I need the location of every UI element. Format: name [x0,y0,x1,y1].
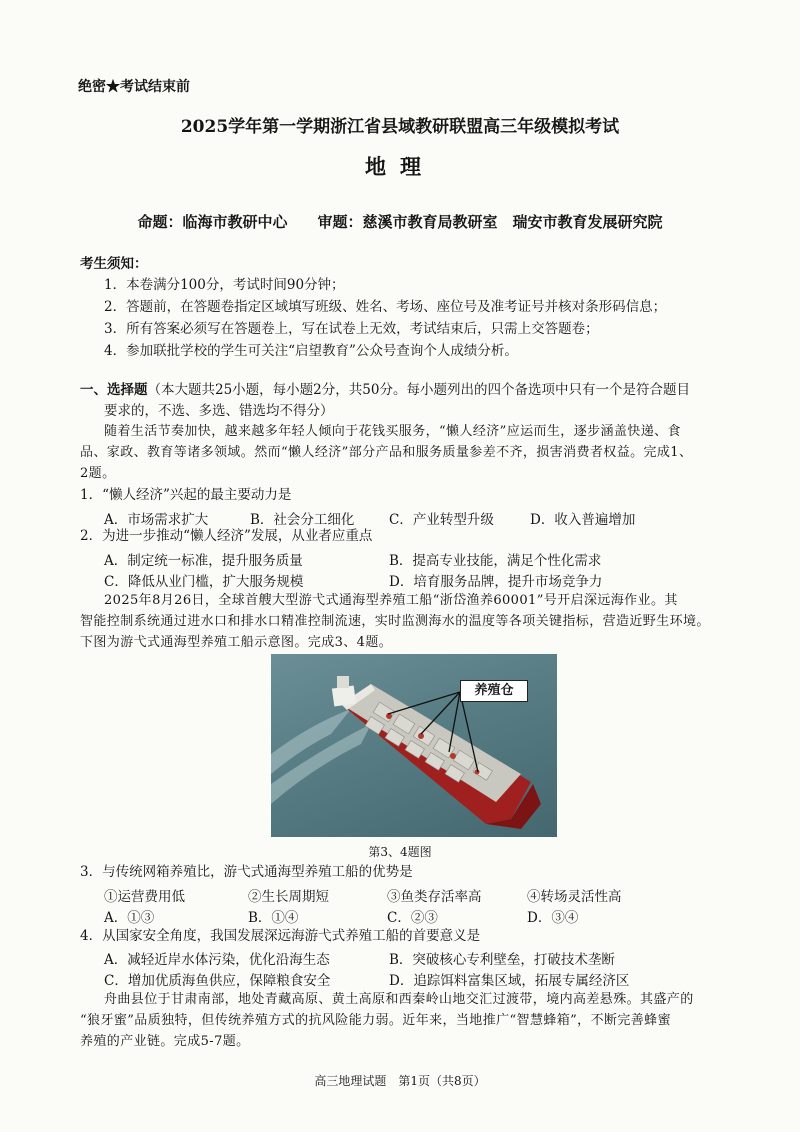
choice-4: ④转场灵活性高 [527,889,622,905]
fish-hold-label: 养殖仓 [460,680,528,702]
confidential-mark: 绝密★考试结束前 [78,79,190,95]
option-c: C．增加优质海鱼供应，保障粮食安全 [104,973,331,989]
subject-title: 地理 [365,154,435,179]
passage-line: 2025年8月26日，全球首艘大型游弋式通海型养殖工船“浙岱渔养60001”号开启深远海作业。其 [104,593,678,608]
question-stem: 3．与传统网箱养殖比，游弋式通海型养殖工船的优势是 [80,864,413,880]
option-b: B．突破核心专利壁垒，打破技术垄断 [389,952,615,968]
section-heading: 一、选择题 [80,382,148,398]
passage-line: 养殖的产业链。完成5-7题。 [80,1034,250,1049]
exam-title: 2025学年第一学期浙江省县域教研联盟高三年级模拟考试 [180,117,620,137]
option-a: A．市场需求扩大 [104,512,209,528]
passage-line: 品、家政、教育等诸多领域。然而“懒人经济”部分产品和服务质量参差不齐，损害消费者权益。完成1、 [80,445,693,460]
passage-line: 2题。 [80,466,116,481]
section-instruction: 一、选择题（本大题共25小题，每小题2分，共50分。每小题列出的四个备选项中只有一个是符合题目 [80,382,690,398]
option-d: D．收入普遍增加 [530,512,636,528]
notice-heading: 考生须知： [80,256,148,272]
notice-item: 1．本卷满分100分，考试时间90分钟； [104,277,345,293]
option-c: C．降低从业门槛，扩大服务规模 [104,574,304,590]
page-footer: 高三地理试题 第1页（共8页） [314,1074,486,1088]
question-stem: 1．“懒人经济”兴起的最主要动力是 [80,487,292,503]
option-b: B．社会分工细化 [250,512,355,528]
notice-item: 3．所有答案必须写在答题卷上，写在试卷上无效，考试结束后，只需上交答题卷； [104,321,599,337]
option-d: D．追踪饵料富集区域，拓展专属经济区 [389,973,630,989]
passage-line: 智能控制系统通过进水口和排水口精准控制流速，实时监测海水的温度等各项关键指标，营造近野生环境。 [80,614,710,629]
passage-line: 下图为游弋式通海型养殖工船示意图。完成3、4题。 [80,635,393,650]
passage-line: 随着生活节奏加快，越来越多年轻人倾向于花钱买服务，“懒人经济”应运而生，逐步涵盖快递、食 [104,424,681,439]
passage-line: 舟曲县位于甘肃南部，地处青藏高原、黄土高原和西秦岭山地交汇过渡带，境内高差悬殊。其盛产的 [104,992,694,1007]
option-b: B．①④ [248,910,299,926]
option-a: A．减轻近岸水体污染，优化沿海生态 [104,952,330,968]
figure-caption: 第3、4题图 [368,845,432,859]
question-stem: 4．从国家安全角度，我国发展深远海游弋式养殖工船的首要意义是 [80,928,481,944]
exam-credits: 命题：临海市教研中心 审题：慈溪市教育局教研室 瑞安市教育发展研究院 [137,213,663,231]
passage-line: “狼牙蜜”品质独特，但传统养殖方式的抗风险能力弱。近年来，当地推广“智慧蜂箱”，不断完善蜂蜜 [80,1013,671,1028]
section-instruction-cont: 要求的，不选、多选、错选均不得分） [104,403,334,419]
option-c: C．产业转型升级 [389,512,494,528]
choice-3: ③鱼类存活率高 [387,889,482,905]
option-c: C．②③ [387,910,438,926]
question-stem: 2．为进一步推动“懒人经济”发展，从业者应重点 [80,528,373,544]
choice-2: ②生长周期短 [248,889,329,905]
notice-item: 2．答题前，在答题卷指定区域填写班级、姓名、考场、座位号及准考证号并核对条形码信息； [104,299,667,315]
option-d: D．③④ [527,910,579,926]
choice-1: ①运营费用低 [104,889,185,905]
option-b: B．提高专业技能，满足个性化需求 [389,553,602,569]
notice-item: 4．参加联批学校的学生可关注“启望教育”公众号查询个人成绩分析。 [104,343,518,359]
option-a: A．①③ [104,910,155,926]
option-d: D．培育服务品牌，提升市场竞争力 [389,574,603,590]
option-a: A．制定统一标准，提升服务质量 [104,553,303,569]
